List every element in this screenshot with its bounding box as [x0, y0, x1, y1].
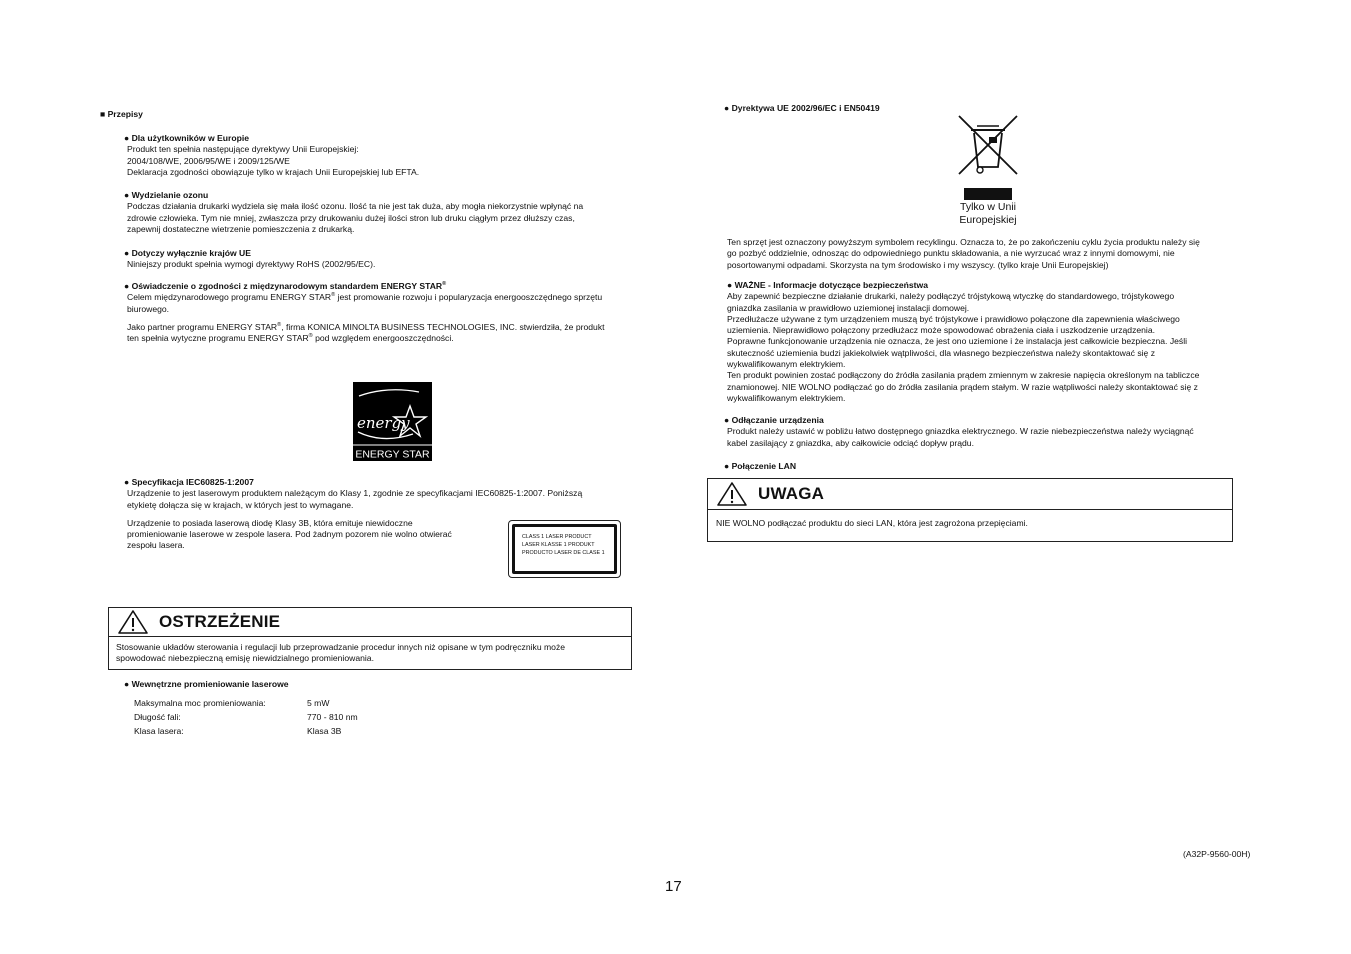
- safety-line: uziemienia. Nieprawidłowo połączony przedłużacz może spowodować obrażenia ciała i uszkodzenie urządzenia.: [727, 325, 1156, 336]
- document-code: (A32P-9560-00H): [1183, 849, 1251, 859]
- page-number: 17: [665, 878, 682, 895]
- europe-line: 2004/108/WE, 2006/95/WE i 2009/125/WE: [127, 155, 290, 166]
- spec-label: Długość fali:: [134, 712, 181, 723]
- energy-star-logo-text: ENERGY STAR: [355, 448, 430, 461]
- iec-line: Urządzenie to jest laserowym produktem należącym do Klasy 1, zgodnie ze specyfikacjami IEC60825-1:2007. Poniższą: [127, 488, 583, 499]
- eu-only-heading: ● Dotyczy wyłącznie krajów UE: [124, 248, 251, 258]
- energy-p1: Celem międzynarodowego programu ENERGY STAR® jest promowanie rozwoju i popularyzacja energooszczędnego sprzętu: [127, 292, 603, 303]
- disconnect-heading: ● Odłączanie urządzenia: [724, 415, 824, 425]
- energy-star-icon: [353, 382, 432, 461]
- safety-line: znamionowej. NIE WOLNO podłączać go do źródła zasilania prądem stałym. W razie wątpliwości należy skontaktować się z: [727, 381, 1198, 392]
- weee-caption-line: Tylko w Unii: [959, 201, 1016, 213]
- eu-only-line: Niniejszy produkt spełnia wymogi dyrektywy RoHS (2002/95/EC).: [127, 259, 376, 270]
- laser-spec-table: [134, 697, 358, 739]
- europe-line: Produkt ten spełnia następujące dyrektywy Unii Europejskiej:: [127, 144, 359, 155]
- weee-line: posortowanymi odpadami. Skorzysta na tym środowisko i my wszyscy. (tylko kraje Unii Europejskiej): [727, 259, 1109, 270]
- energy-p2: Jako partner programu ENERGY STAR®, firma KONICA MINOLTA BUSINESS TECHNOLOGIES, INC. stwierdziła, że produkt: [127, 321, 605, 332]
- caution-text: NIE WOLNO podłączać produktu do sieci LAN, która jest zagrożona przepięciami.: [716, 518, 1028, 528]
- laser-label-line: LASER KLASSE 1 PRODUKT: [522, 542, 595, 548]
- safety-line: wykwalifikowanym elektrykiem.: [727, 392, 846, 403]
- weee-line: go pozbyć oddzielnie, odnosząc do odpowiedniego punktu składowania, a nie wyrzucać wraz z innymi domowymi, nie: [727, 248, 1175, 259]
- table-row: [134, 697, 358, 711]
- ozone-section: [124, 190, 583, 235]
- europe-section: [124, 133, 419, 178]
- iec-line: zespołu lasera.: [127, 540, 185, 551]
- iec-line: etykietę dołącza się w krajach, w których jest to wymagane.: [127, 499, 354, 510]
- internal-laser-section: [124, 679, 289, 690]
- safety-line: skuteczność uziemienia budzi jakiekolwiek wątpliwości, dla własnego bezpieczeństwa należy skontaktować się z: [727, 347, 1155, 358]
- warning-box: [108, 607, 632, 670]
- spec-value: 770 - 810 nm: [307, 712, 358, 723]
- spec-value: 5 mW: [307, 698, 330, 709]
- weee-caption-line: Europejskiej: [959, 214, 1017, 226]
- safety-line: Ten produkt powinien zostać podłączony do źródła zasilania prądem zmiennym w zakresie napięcia określonym na tabliczce: [727, 370, 1200, 381]
- disconnect-line: Produkt należy ustawić w pobliżu łatwo dostępnego gniazdka elektrycznego. W razie niebezpieczeństwa należy wyciągnąć: [727, 426, 1194, 437]
- iec-heading: ● Specyfikacja IEC60825-1:2007: [124, 477, 254, 487]
- ozone-line: Podczas działania drukarki wydziela się mała ilość ozonu. Ilość ta nie jest tak duża, aby mogła niekorzystnie wpłynąć na: [127, 201, 584, 212]
- energy-heading: ● Oświadczenie o zgodności z międzynarodowym standardem ENERGY STAR®: [124, 281, 447, 291]
- safety-section: [727, 280, 1199, 404]
- lan-heading: ● Połączenie LAN: [724, 461, 797, 471]
- caution-title: UWAGA: [758, 484, 825, 504]
- weee-caption: [948, 201, 1028, 227]
- europe-line: Deklaracja zgodności obowiązuje tylko w krajach Unii Europejskiej lub EFTA.: [127, 166, 420, 177]
- laser-label-line: PRODUCTO LASER DE CLASE 1: [522, 550, 605, 556]
- disconnect-line: kabel zasilający z gniazdka, aby całkowicie odciąć dopływ prądu.: [727, 437, 974, 448]
- spec-label: Klasa lasera:: [134, 726, 184, 737]
- energy-section: [124, 281, 605, 344]
- crossed-bin-icon: [955, 112, 1021, 202]
- warning-title: OSTRZEŻENIE: [159, 612, 281, 632]
- warning-line: Stosowanie układów sterowania i regulacji lub przeprowadzanie procedur innych niż opisane w tym podręczniku może: [116, 642, 566, 652]
- svg-text:energy: energy: [357, 414, 410, 432]
- iec-line: Urządzenie to posiada laserową diodę Klasy 3B, która emituje niewidoczne: [127, 517, 413, 528]
- weee-text: [727, 237, 1200, 271]
- energy-p2-cont: ten spełnia wytyczne programu ENERGY STAR® pod względem energooszczędności.: [127, 333, 454, 344]
- spec-label: Maksymalna moc promieniowania:: [134, 698, 266, 709]
- safety-line: wykwalifikowanym elektrykiem.: [727, 359, 846, 370]
- disconnect-section: [724, 415, 1194, 449]
- eu-only-section: [124, 248, 375, 271]
- internal-laser-heading: ● Wewnętrzne promieniowanie laserowe: [124, 679, 289, 689]
- ozone-line: zapewnij dostateczne wietrzenie pomieszczenia z drukarką.: [127, 223, 355, 234]
- iec-line: promieniowanie laserowe w zespole lasera. Pod żadnym pozorem nie wolno otwierać: [127, 529, 452, 540]
- weee-line: Ten sprzęt jest oznaczony powyższym symbolem recyklingu. Oznacza to, że po zakończeniu cyklu życia produktu należy się: [727, 237, 1200, 247]
- safety-line: Przedłużacze używane z tym urządzeniem muszą być trójstykowe i prawidłowo połączone dla zapewnienia właściwego: [727, 313, 1180, 324]
- safety-heading: ● WAŻNE - Informacje dotyczące bezpieczeństwa: [727, 280, 928, 290]
- section-title: ■ Przepisy: [100, 109, 143, 119]
- warning-line: spowodować niebezpieczną emisję niewidzialnego promieniowania.: [116, 653, 374, 664]
- energy-p1-cont: biurowego.: [127, 303, 170, 314]
- caution-triangle-icon: [716, 481, 748, 507]
- weee-symbol: [955, 112, 1021, 202]
- table-row: [134, 711, 358, 725]
- weee-heading: ● Dyrektywa UE 2002/96/EC i EN50419: [724, 103, 880, 113]
- laser-class-label: [508, 520, 621, 578]
- safety-line: Aby zapewnić bezpieczne działanie drukarki, należy podłączyć trójstykową wtyczkę do standardowego, trójstykowego: [727, 291, 1175, 302]
- europe-heading: ● Dla użytkowników w Europie: [124, 133, 250, 143]
- energy-star-logo: [353, 382, 432, 461]
- ozone-line: zdrowie człowieka. Tym nie mniej, zwłaszcza przy drukowaniu dużej ilości stron lub druku ciągłym przez dłuższy czas,: [127, 212, 575, 223]
- spec-value: Klasa 3B: [307, 726, 342, 737]
- laser-label-line: CLASS 1 LASER PRODUCT: [522, 534, 592, 540]
- ozone-heading: ● Wydzielanie ozonu: [124, 190, 209, 200]
- caution-box: [707, 478, 1233, 542]
- warning-triangle-icon: [117, 609, 149, 635]
- safety-line: Poprawne funkcjonowanie urządzenia nie oznacza, że jest ono uziemione i że instalacja jest całkowicie bezpieczna. Jeśli: [727, 336, 1188, 347]
- safety-line: gniazdka zasilania w prawidłowo uziemionej instalacji domowej.: [727, 302, 970, 313]
- table-row: [134, 725, 358, 739]
